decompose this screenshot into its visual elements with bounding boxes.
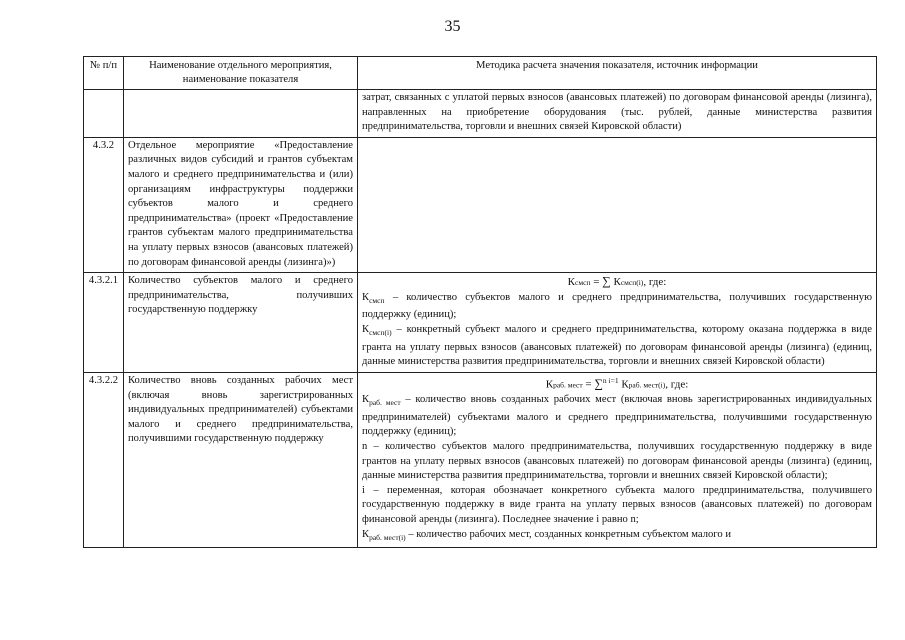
method-paragraph: n – количество субъектов малого предпринимательства, получивших государственную поддержку в виде грантов на уплату первых взносов (авансовых платежей) по договорам финансовой аренды (лизинга) (единиц, данные министерства развития предпринимательства, торговли и внешних связей Кировской области); [362,441,872,482]
sum-symbol: ∑ [594,376,603,391]
header-num: № п/п [84,57,124,90]
table-header-row [84,57,877,90]
sum-limits: n i=1 [602,375,619,385]
page-number: 35 [444,18,461,35]
table-row [84,90,877,138]
sum-symbol: ∑ [602,274,611,289]
header-method: Методика расчета значения показателя, источник информации [358,57,877,90]
table-row [84,137,877,272]
row-method [358,90,877,138]
row-num [84,90,124,138]
formula-lhs: К [545,378,554,391]
row-method [358,372,877,547]
formula-rhs-sub: раб. мест(i) [628,380,666,390]
formula-eq: = [582,378,595,391]
formula-rhs-sub: смсп(i) [620,278,644,288]
method-paragraph: $К_{раб. мест(i)}$ – количество рабочих мест, созданных конкретным субъектом малого и [362,528,731,542]
row-name: Отдельное мероприятие «Предоставление различных видов субсидий и грантов субъектам малого и среднего предпринимательства и (или) организациям инфраструктуры поддержки субъектов малого и среднего предпринимательства» (проект «Предоставление грантов субъектам малого предпринимательства на уплату первых взносов (авансовых платежей) по договорам финансовой аренды (лизинга)») [124,137,358,272]
formula-lhs-sub: раб. мест [553,380,583,390]
formula [362,374,872,393]
method-paragraph: $К_{раб. мест}$ – количество вновь созданных рабочих мест (включая вновь зарегистрированных индивидуальных предпринимателей) субъектами малого и среднего предпринимательства, получившими государственную поддержку (единиц); [362,394,872,438]
method-paragraph: затрат, связанных с уплатой первых взносов (авансовых платежей) по договорам финансовой аренды (лизинга), направленных на приобретение оборудования (тыс. рублей, данные министерства развития предпринимательства, торговли и внешних связей Кировской области) [362,92,872,133]
indicator-table [83,56,877,548]
row-num: 4.3.2.1 [84,273,124,373]
method-paragraph: $К_{смсп(i)}$ – конкретный субъект малого и среднего предпринимательства, которому оказана поддержка в виде гранта на уплату первых взносов (авансовых платежей) по договорам финансовой аренды (лизинга) (единиц, данные министерства развития предпринимательства, торговли и внешних связей Кировской области) [362,324,872,368]
table-row [84,273,877,373]
formula-rhs: К [613,276,621,289]
table-row [84,372,877,547]
formula-lhs: К [567,276,576,289]
row-name [124,90,358,138]
row-method [358,273,877,373]
formula-tail: , где: [665,378,689,391]
method-paragraph: $К_{смсп}$ – количество субъектов малого и среднего предпринимательства, получивших государственную поддержку (единиц); [362,291,872,321]
formula-lhs-sub: смсп [575,278,591,288]
row-name: Количество вновь созданных рабочих мест (включая вновь зарегистрированных индивидуальных предпринимателей) субъектами малого и среднего предпринимательства, получившими государственную поддержку [124,372,358,547]
method-paragraph: i – переменная, которая обозначает конкретного субъекта малого предпринимательства, получившего государственную поддержку в виде гранта на уплату первых взносов (авансовых платежей) по договорам финансовой аренды (лизинга). Последнее значение i равно n; [362,484,872,526]
formula-rhs: К [621,378,629,391]
header-name: Наименование отдельного мероприятия, наименование показателя [124,57,358,90]
row-num: 4.3.2.2 [84,372,124,547]
table-body [84,90,877,548]
formula-tail: , где: [643,276,667,289]
row-method [358,137,877,272]
formula-eq: = [590,276,603,289]
row-name: Количество субъектов малого и среднего предпринимательства, получивших государственную поддержку [124,273,358,373]
formula [362,274,872,291]
row-num: 4.3.2 [84,137,124,272]
